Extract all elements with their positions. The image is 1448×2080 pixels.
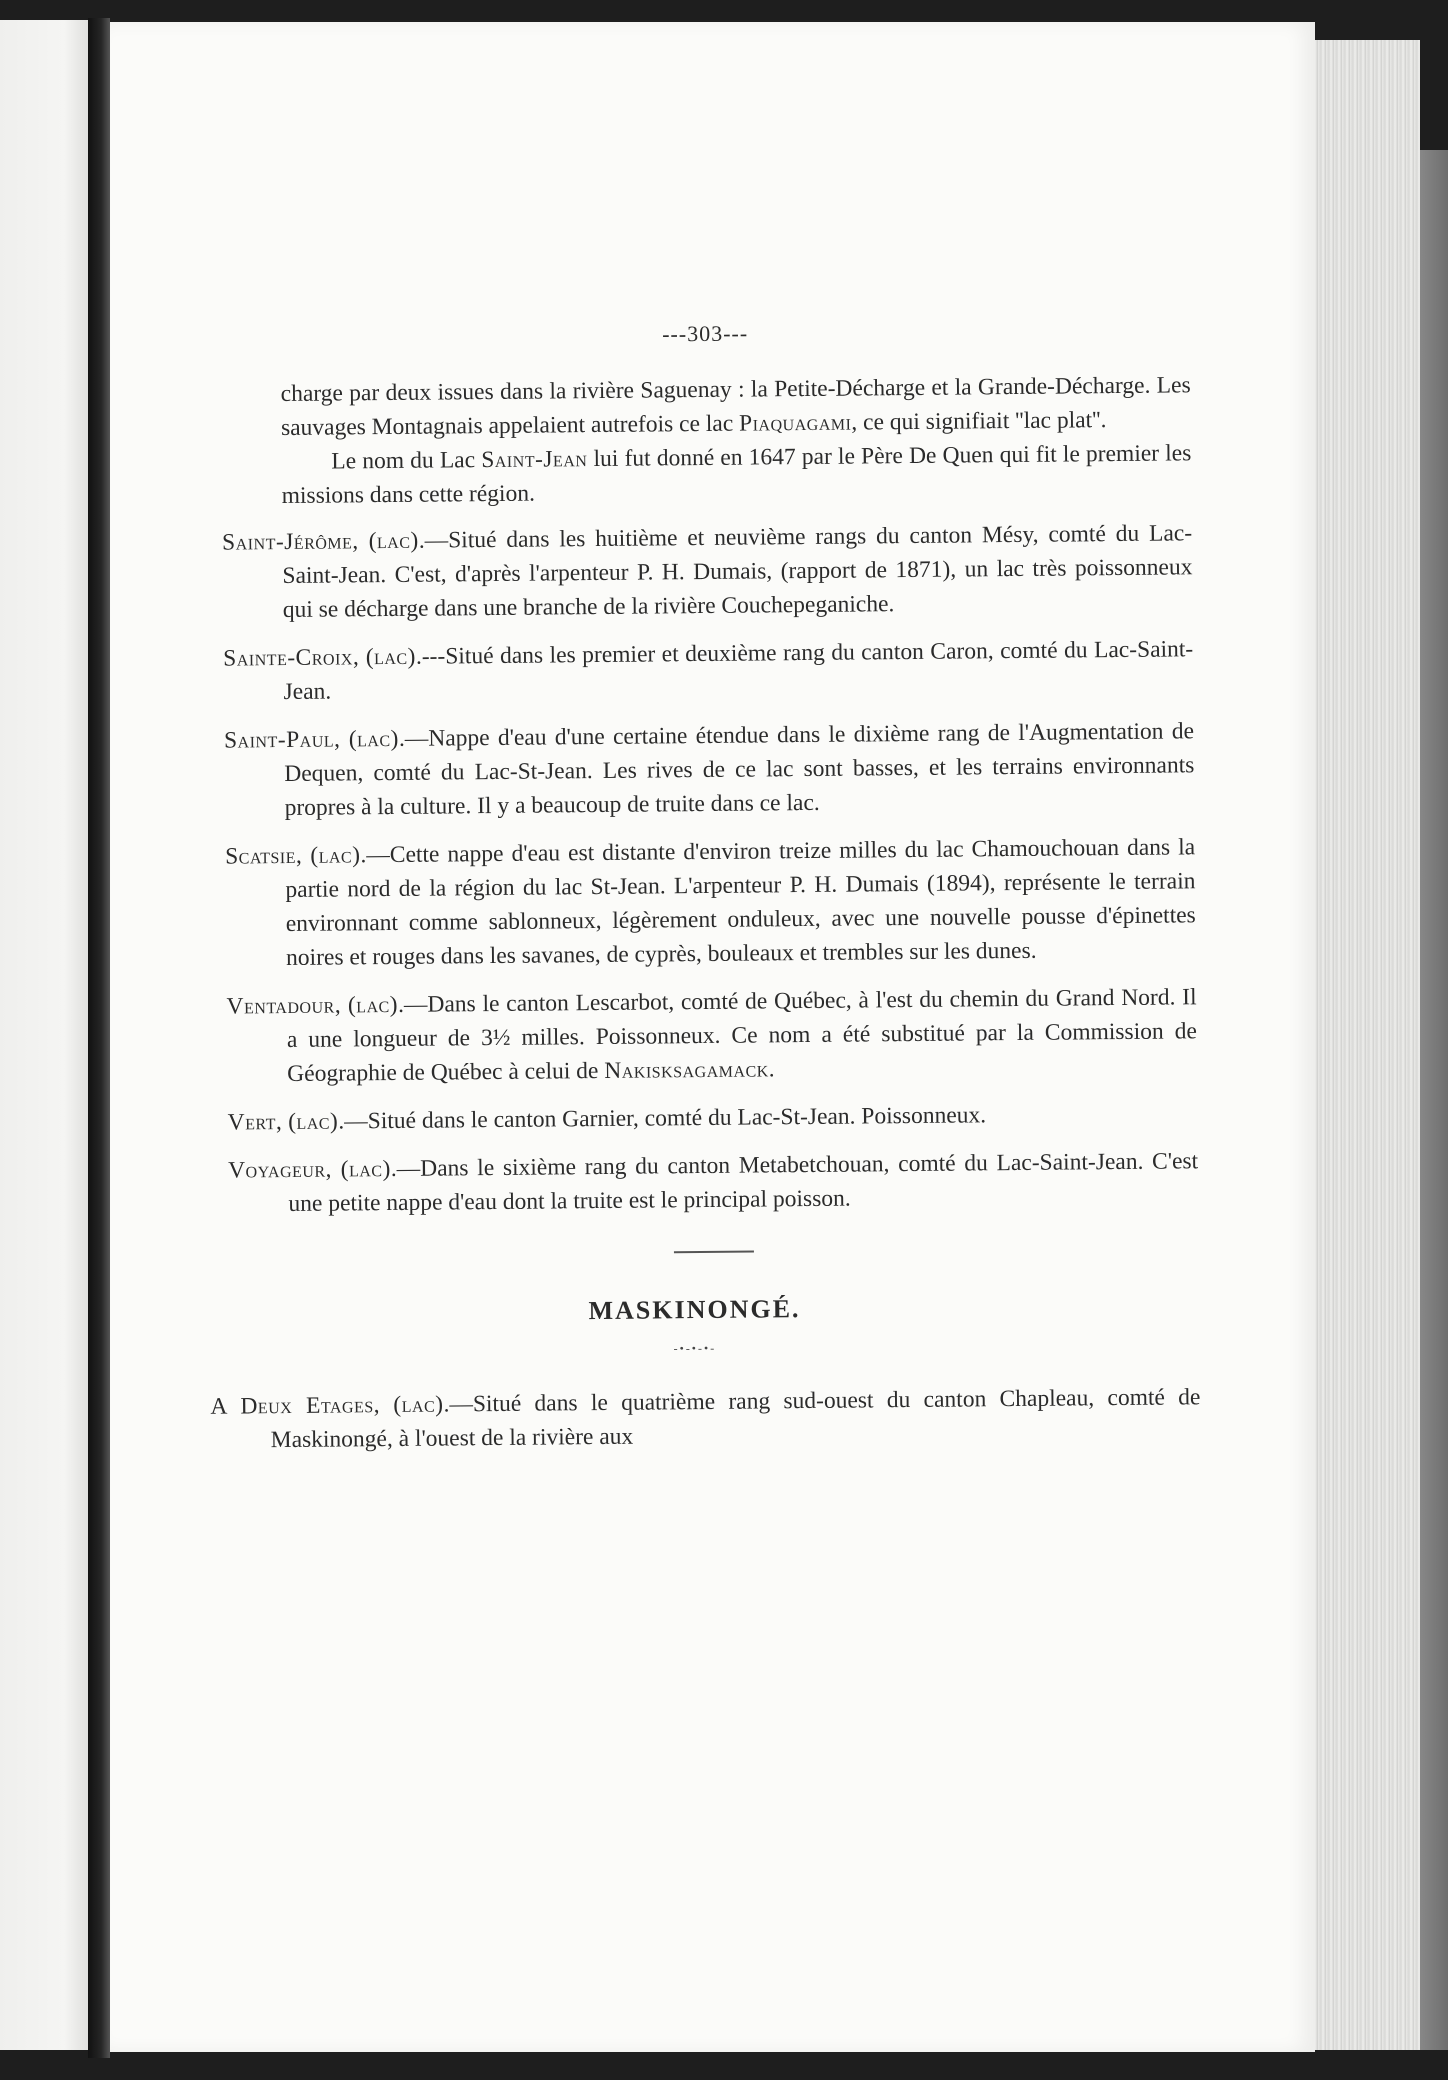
entry-text: .—Dans le canton Lescarbot, comté de Québec, à l'est du chemin du Grand Nord. Il a une longueur de 3½ milles. Poissonneux. Ce nom a été substitué par la Commission de Géographie de Québec à celui de — [286, 984, 1197, 1088]
name-pre: Le nom du Lac — [331, 447, 482, 475]
entry-name: Saint-Paul, — [223, 726, 341, 754]
entry-tag: (lac) — [368, 527, 419, 555]
entry-tag: (lac) — [348, 725, 400, 753]
entry-text: .—Cette nappe d'eau est distante d'environ treize milles du lac Chamouchouan dans la partie nord de la région du lac St-Jean. L'arpenteur P. H. Dumais (1894), représente le terrain environnant comme sablonneux, légèrement onduleux, avec une nouvelle pousse d'épinettes noires et rouges dans les savanes, de cyprès, bouleaux et trembles sur les dunes. — [285, 834, 1196, 972]
continuation-text: charge par deux issues dans la rivière Saguenay : la Petite-Décharge et la Grande-Décharge. Les sauvages Montagnais appelaient autrefois ce lac — [280, 372, 1191, 442]
entry-voyageur — [228, 1144, 1199, 1221]
entry-text: .—Nappe d'eau d'une certaine étendue dans le dixième rang de l'Augmentation de Dequen, comté du Lac-St-Jean. Les rives de ce lac sont basses, et les terrains environnants propres à la culture. Il y a beaucoup de truite dans ce lac. — [284, 718, 1195, 822]
piaquagami-name: Piaquagami — [738, 409, 852, 437]
name-post: lui fut donné en 1647 par le Père De Quen qui fit le premier les missions dans cette région. — [281, 440, 1192, 510]
entry-scatsie — [225, 830, 1196, 975]
entry-text: .---Situé dans les premier et deuxième rang du canton Caron, comté du Lac-Saint-Jean. — [283, 636, 1194, 706]
entry-sainte-croix — [223, 632, 1194, 709]
left-facing-page — [0, 20, 92, 2050]
nakisksagamack-name: Nakisksagamack — [604, 1056, 769, 1084]
entry-tag: (lac) — [365, 643, 417, 671]
entry-tag: (lac) — [340, 1156, 391, 1183]
entry-tag: (lac) — [288, 1108, 339, 1135]
entry-text-end: . — [768, 1056, 775, 1083]
entry-name: Saint-Jérôme, — [221, 528, 359, 556]
section-divider-rule — [674, 1251, 754, 1254]
entry-name: Ventadour, — [226, 992, 342, 1020]
page-number: ---303--- — [662, 320, 749, 347]
entry-text: .—Situé dans les huitième et neuvième rangs du canton Mésy, comté du Lac-Saint-Jean. C'est, d'après l'arpenteur P. H. Dumais, (rapport de 1871), un lac très poissonneux qui se décharge dans une branche de la rivière Couchepeganiche. — [282, 520, 1193, 624]
book-page — [110, 22, 1315, 2052]
section-ornament: -•-•-•- — [673, 1340, 717, 1356]
entry-name: Scatsie, — [225, 842, 303, 870]
continuation-paragraph — [181, 368, 1192, 446]
continuation-end: , ce qui signifiait ''lac plat''. — [851, 407, 1107, 436]
entry-tag: (lac) — [393, 1391, 444, 1419]
entry-tag: (lac) — [310, 842, 361, 869]
entry-name: A Deux Etages, — [210, 1392, 381, 1420]
entry-text: .—Situé dans le quatrième rang sud-ouest du canton Chapleau, comté de Maskinongé, à l'ouest de la rivière aux — [270, 1384, 1201, 1454]
entry-name: Sainte-Croix, — [223, 644, 360, 672]
page-text-block — [180, 312, 1201, 1472]
entry-vert — [228, 1096, 1198, 1139]
entry-saint-jerome — [222, 516, 1193, 627]
entry-name: Vert, — [227, 1109, 283, 1136]
entry-a-deux-etages — [210, 1380, 1201, 1458]
book-gutter — [88, 18, 110, 2058]
saint-jean-name-paragraph — [181, 436, 1192, 514]
entry-tag: (lac) — [347, 991, 399, 1019]
section-title: MASKINONGÉ. — [588, 1294, 801, 1326]
entry-text: .—Dans le sixième rang du canton Metabetchouan, comté du Lac-Saint-Jean. C'est une petite nappe d'eau dont la truite est le principal poisson. — [288, 1148, 1199, 1217]
entry-saint-paul — [224, 714, 1195, 825]
entry-name: Voyageur, — [228, 1156, 333, 1184]
entry-text: .—Situé dans le canton Garnier, comté du Lac-St-Jean. Poissonneux. — [338, 1102, 987, 1135]
entry-ventadour — [226, 980, 1197, 1091]
saint-jean-name: Saint-Jean — [481, 446, 588, 474]
